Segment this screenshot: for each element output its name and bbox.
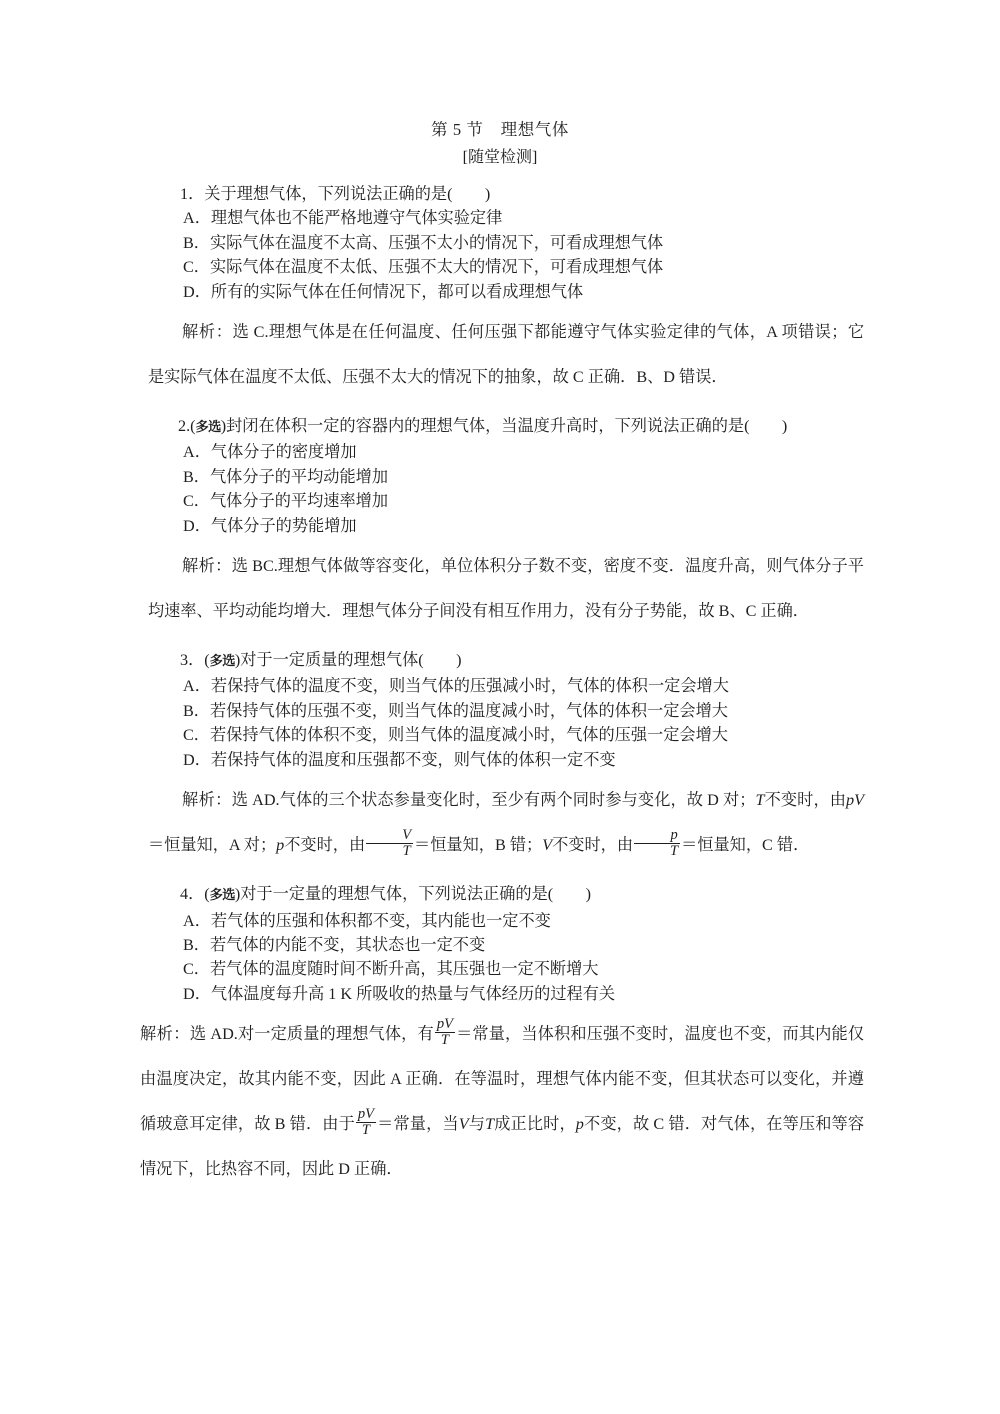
solution-3-part-7: ＝恒量知，C 错． (681, 836, 810, 855)
solution-3-part-6: 不变时，由 (552, 836, 634, 855)
question-4-option-c: C．若气体的温度随时间不断升高，其压强也一定不断增大 (183, 960, 599, 979)
question-3 (148, 648, 864, 772)
variable-p-2: p (575, 1115, 584, 1134)
solution-label-2: 解析： (182, 557, 232, 576)
question-2 (148, 414, 864, 538)
solution-4-part-1: 对一定质量的理想气体，有 (237, 1025, 434, 1044)
multi-select-badge-4: 多选 (209, 888, 235, 904)
question-2-number: 2.( (178, 417, 196, 436)
variable-V-1: V (542, 836, 553, 855)
title-block (0, 118, 1000, 170)
fraction-denominator: T (402, 842, 411, 859)
formula-pV: pV (846, 791, 864, 810)
fraction-p-over-T (634, 828, 680, 859)
fraction-pV-over-T-1 (435, 1017, 455, 1048)
solution-text-2: 理想气体做等容变化，单位体积分子数不变，密度不变．温度升高，则气体分子平均速率、平均动能均增大．理想气体分子间没有相互作用力，没有分子势能，故 B、C 正确． (148, 557, 864, 621)
solution-answer-2: 选 BC. (231, 557, 278, 576)
question-2-stem-text: )封闭在体积一定的容器内的理想气体，当温度升高时，下列说法正确的是( ) (220, 417, 788, 436)
question-1-solution (148, 310, 864, 400)
solution-4-part-4: 与 (468, 1115, 486, 1134)
fraction-denominator: T (361, 1121, 370, 1138)
question-1-option-d: D．所有的实际气体在任何情况下，都可以看成理想气体 (183, 282, 584, 301)
solution-3-part-1: 气体的三个状态参量变化时，至少有两个同时参与变化，故 D 对； (279, 791, 756, 810)
multi-select-badge-3: 多选 (209, 654, 235, 670)
question-1-option-b: B．实际气体在温度不太高、压强不太小的情况下，可看成理想气体 (183, 233, 664, 252)
solution-4-part-5: 成正比时， (494, 1115, 576, 1134)
solution-text-1: 理想气体是在任何温度、任何压强下都能遵守气体实验定律的气体，A 项错误；它是实际气体在温度不太低、压强不太大的情况下的抽象，故 C 正确．B、D 错误． (148, 323, 865, 387)
question-4-number: 4．( (180, 885, 210, 904)
solution-3-part-5: ＝恒量知，B 错； (414, 836, 543, 855)
question-2-solution (148, 544, 864, 634)
question-3-stem (148, 648, 864, 674)
fraction-numerator: V (366, 828, 413, 844)
multi-select-badge-2: 多选 (195, 420, 221, 436)
question-3-option-c: C．若保持气体的体积不变，则当气体的温度减小时，气体的压强一定会增大 (183, 726, 728, 745)
solution-4-part-2: ＝常量，当体积和压强不变时，温度也不变，而其内能仅由温度决定，故其内能不变，因此 A 正确．在等温时，理想气体内能不变，但其状态可以变化，并遵循玻意耳定律，故 B 错．由于 (140, 1025, 865, 1134)
question-3-option-a: A．若保持气体的温度不变，则当气体的压强减小时，气体的体积一定会增大 (183, 677, 729, 696)
fraction-pV-over-T-2 (356, 1107, 376, 1138)
solution-4-part-3: ＝常量，当 (377, 1115, 459, 1134)
solution-label-4: 解析： (140, 1025, 190, 1044)
question-1-stem: 1．关于理想气体，下列说法正确的是( ) (180, 185, 491, 203)
fraction-V-over-T (366, 828, 413, 859)
solution-3-part-2: 不变时，由 (764, 791, 847, 810)
question-3-stem-text: )对于一定质量的理想气体( ) (234, 651, 462, 670)
solution-label-1: 解析： (182, 323, 233, 342)
fraction-numerator: pV (357, 1105, 375, 1122)
solution-label-3: 解析： (182, 791, 232, 810)
question-2-stem (148, 414, 864, 440)
question-3-option-b: B．若保持气体的压强不变，则当气体的温度减小时，气体的体积一定会增大 (183, 701, 728, 720)
solution-answer-4: 选 AD. (189, 1025, 238, 1044)
question-4-option-a: A．若气体的压强和体积都不变，其内能也一定不变 (183, 911, 551, 930)
question-4-option-b: B．若气体的内能不变，其状态也一定不变 (183, 935, 486, 954)
variable-p-1: p (276, 836, 285, 855)
question-2-option-a: A．气体分子的密度增加 (183, 443, 357, 462)
question-4-stem-text: )对于一定量的理想气体，下列说法正确的是( ) (234, 885, 591, 904)
solution-3-part-3: ＝恒量知，A 对； (148, 836, 277, 855)
fraction-denominator: T (440, 1031, 449, 1048)
question-2-option-d: D．气体分子的势能增加 (183, 516, 357, 535)
question-1-option-c: C．实际气体在温度不太低、压强不太大的情况下，可看成理想气体 (183, 258, 664, 277)
question-4-solution (140, 1012, 864, 1192)
variable-T-1: T (755, 791, 765, 810)
fraction-numerator: pV (436, 1015, 453, 1032)
page-subtitle: [随堂检测] (462, 149, 538, 166)
content-column (140, 182, 865, 1192)
question-1-option-a: A．理想气体也不能严格地遵守气体实验定律 (183, 209, 503, 228)
page-title: 第 5 节 理想气体 (431, 120, 569, 139)
solution-answer-1: 选 C. (232, 323, 269, 342)
solution-4-part-6: 不变，故 C 错．对气体，在等压和等容情况下，比热容不同，因此 D 正确． (140, 1115, 865, 1179)
fraction-numerator: p (634, 828, 680, 844)
question-2-option-b: B．气体分子的平均动能增加 (183, 467, 389, 486)
question-3-option-d: D．若保持气体的温度和压强都不变，则气体的体积一定不变 (183, 750, 616, 769)
question-4-option-d: D．气体温度每升高 1 K 所吸收的热量与气体经历的过程有关 (183, 984, 616, 1003)
question-2-option-c: C．气体分子的平均速率增加 (183, 492, 389, 511)
question-4 (148, 882, 864, 1006)
solution-3-part-4: 不变时，由 (284, 836, 366, 855)
question-3-number: 3．( (180, 651, 210, 670)
variable-T-2: T (485, 1115, 495, 1134)
question-4-stem (148, 882, 864, 908)
variable-V-2: V (458, 1115, 469, 1134)
solution-answer-3: 选 AD. (231, 791, 280, 810)
fraction-denominator: T (670, 842, 679, 859)
question-3-solution (148, 778, 864, 868)
question-1 (148, 182, 864, 304)
